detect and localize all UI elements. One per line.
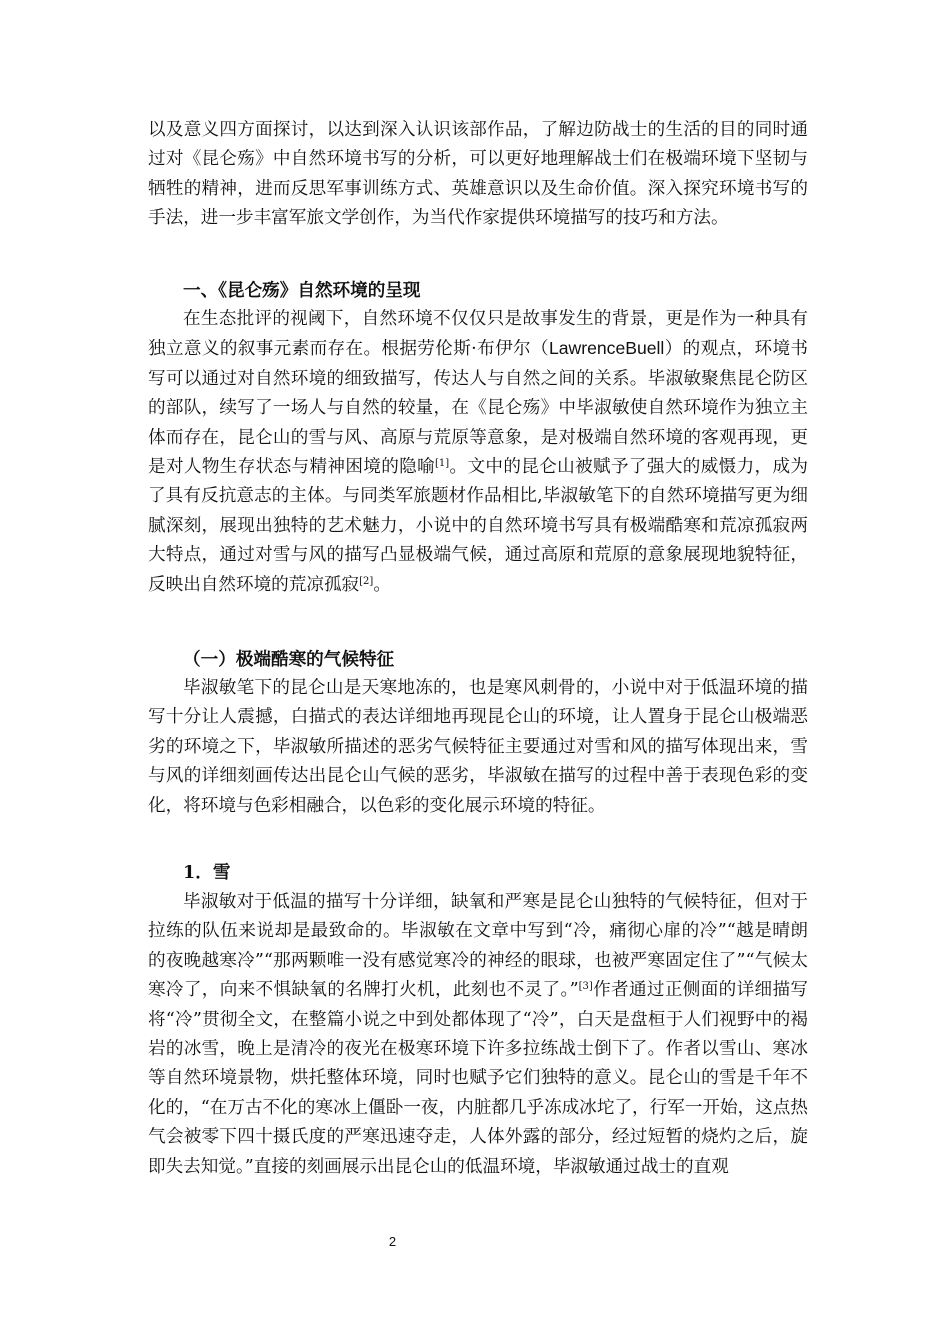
page-number: 2 [388,1234,397,1249]
section-heading-1: 一、《昆仑殇》自然环境的呈现 [183,280,421,301]
paragraph-text: 。文中的昆仑山被赋予了强大的威慑力，成为了具有反抗意志的主体。与同类军旅题材作品相比,毕淑敏笔下的自然环境描写更为细腻深刻，展现出独特的艺术魅力，小说中的自然环境书写具有极端酷寒和荒凉孤寂两大特点，通过对雪与风的描写凸显极端气候，通过高原和荒原的意象展现地貌特征，反映出自然环境的荒凉孤寂 [148,457,808,595]
citation-ref-3: [3] [578,981,593,993]
paragraph-climate: 毕淑敏笔下的昆仑山是天寒地冻的，也是寒风刺骨的，小说中对于低温环境的描写十分让人震撼，白描式的表达详细地再现昆仑山的环境，让人置身于昆仑山极端恶劣的环境之下，毕淑敏所描述的恶劣气候特征主要通过对雪和风的描写体现出来，雪与风的详细刻画传达出昆仑山气候的恶劣，毕淑敏在描写的过程中善于表现色彩的变化，将环境与色彩相融合，以色彩的变化展示环境的特征。 [148,678,808,816]
citation-ref-1: [1] [435,458,450,470]
paragraph-text: 在生态批评的视阈下，自然环境不仅仅只是故事发生的背景，更是作为一种具有独立意义的叙事元素而存在。根据劳伦斯·布伊尔（ [148,309,808,360]
paragraph-intro-continued: 以及意义四方面探讨，以达到深入认识该部作品，了解边防战士的生活的目的同时通过对《昆仑殇》中自然环境书写的分析，可以更好地理解战士们在极端环境下坚韧与牺牲的精神，进而反思军事训练方式、英雄意识以及生命价值。深入探究环境书写的手法，进一步丰富军旅文学创作，为当代作家提供环境描写的技巧和方法。 [148,120,808,229]
paragraph-snow [148,888,808,1182]
subsubsection-heading-snow: 1．雪 [183,862,231,883]
paragraph-text: 作者通过正侧面的详细描写将“冷”贯彻全文，在整篇小说之中到处都体现了“冷”，白天是盘桓于人们视野中的褐岩的冰雪，晚上是清冷的夜光在极寒环境下许多拉练战士倒下了。作者以雪山、寒冰等自然环境景物，烘托整体环境，同时也赋予它们独特的意义。昆仑山的雪是千年不化的，“在万古不化的寒冰上僵卧一夜，内脏都几乎冻成冰坨了，行军一开始，这点热气会被零下四十摄氏度的严寒迅速夺走，人体外露的部分，经过短暂的烧灼之后，旋即失去知觉。”直接的刻画展示出昆仑山的低温环境，毕淑敏通过战士的直观 [148,980,808,1177]
citation-ref-2: [2] [359,575,374,587]
subsection-heading-1: （一）极端酷寒的气候特征 [183,649,395,670]
paragraph-text: 毕淑敏对于低温的描写十分详细，缺氧和严寒是昆仑山独特的气候特征，但对于拉练的队伍来说却是最致命的。毕淑敏在文章中写到“冷，痛彻心扉的冷”“越是晴朗的夜晚越寒冷”“那两颗唯一没有感觉寒冷的神经的眼球，也被严寒固定住了”“气候太寒冷了，向来不惧缺氧的名牌打火机，此刻也不灵了。” [148,892,808,1001]
paragraph-text: 。 [373,574,391,595]
paragraph-ecocriticism [148,305,808,600]
paragraph-text: ）的观点，环境书写可以通过对自然环境的细致描写，传达人与自然之间的关系。毕淑敏聚焦昆仑防区的部队，续写了一场人与自然的较量，在《昆仑殇》中毕淑敏使自然环境作为独立主体而存在，昆仑山的雪与风、高原与荒原等意象，是对极端自然环境的客观再现，更是对人物生存状态与精神困境的隐喻 [148,339,808,478]
latin-name: LawrenceBuell [548,338,665,359]
